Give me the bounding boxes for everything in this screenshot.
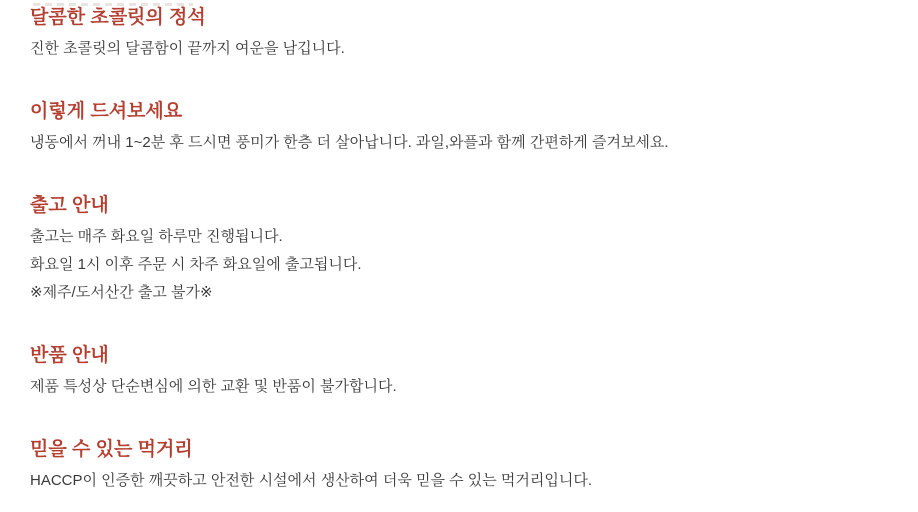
section-body-line: 냉동에서 꺼내 1~2분 후 드시면 풍미가 한층 더 살아납니다. 과일,와플과 함께 간편하게 즐겨보세요. <box>30 134 669 151</box>
section-body <box>30 467 898 495</box>
section-body-line: 화요일 1시 이후 주문 시 차주 화요일에 출고됩니다. <box>30 256 362 273</box>
section-title: 반품 안내 <box>30 345 109 366</box>
section-body <box>30 129 898 157</box>
section-body <box>30 373 898 401</box>
section-body-line: ※제주/도서산간 출고 불가※ <box>30 284 213 301</box>
section-body-line: 진한 초콜릿의 달콤함이 끝까지 여운을 남깁니다. <box>30 40 345 57</box>
section-title: 이렇게 드셔보세요 <box>30 101 183 122</box>
section-product-intro <box>30 6 898 63</box>
section-body <box>30 35 898 63</box>
section-return-notice <box>30 344 898 401</box>
section-shipping-notice <box>30 194 898 307</box>
section-body-line: HACCP이 인증한 깨끗하고 안전한 시설에서 생산하여 더욱 믿을 수 있는 먹거리입니다. <box>30 472 593 489</box>
section-trusted-food <box>30 438 898 495</box>
section-body-line: 제품 특성상 단순변심에 의한 교환 및 반품이 불가합니다. <box>30 378 397 395</box>
section-body <box>30 223 898 307</box>
section-title: 믿을 수 있는 먹거리 <box>30 439 193 460</box>
section-body-line: 출고는 매주 화요일 하루만 진행됩니다. <box>30 228 283 245</box>
clipped-text-remnant <box>33 3 193 6</box>
section-title: 달콤한 초콜릿의 정석 <box>30 7 206 28</box>
section-title: 출고 안내 <box>30 195 109 216</box>
section-how-to-eat <box>30 100 898 157</box>
